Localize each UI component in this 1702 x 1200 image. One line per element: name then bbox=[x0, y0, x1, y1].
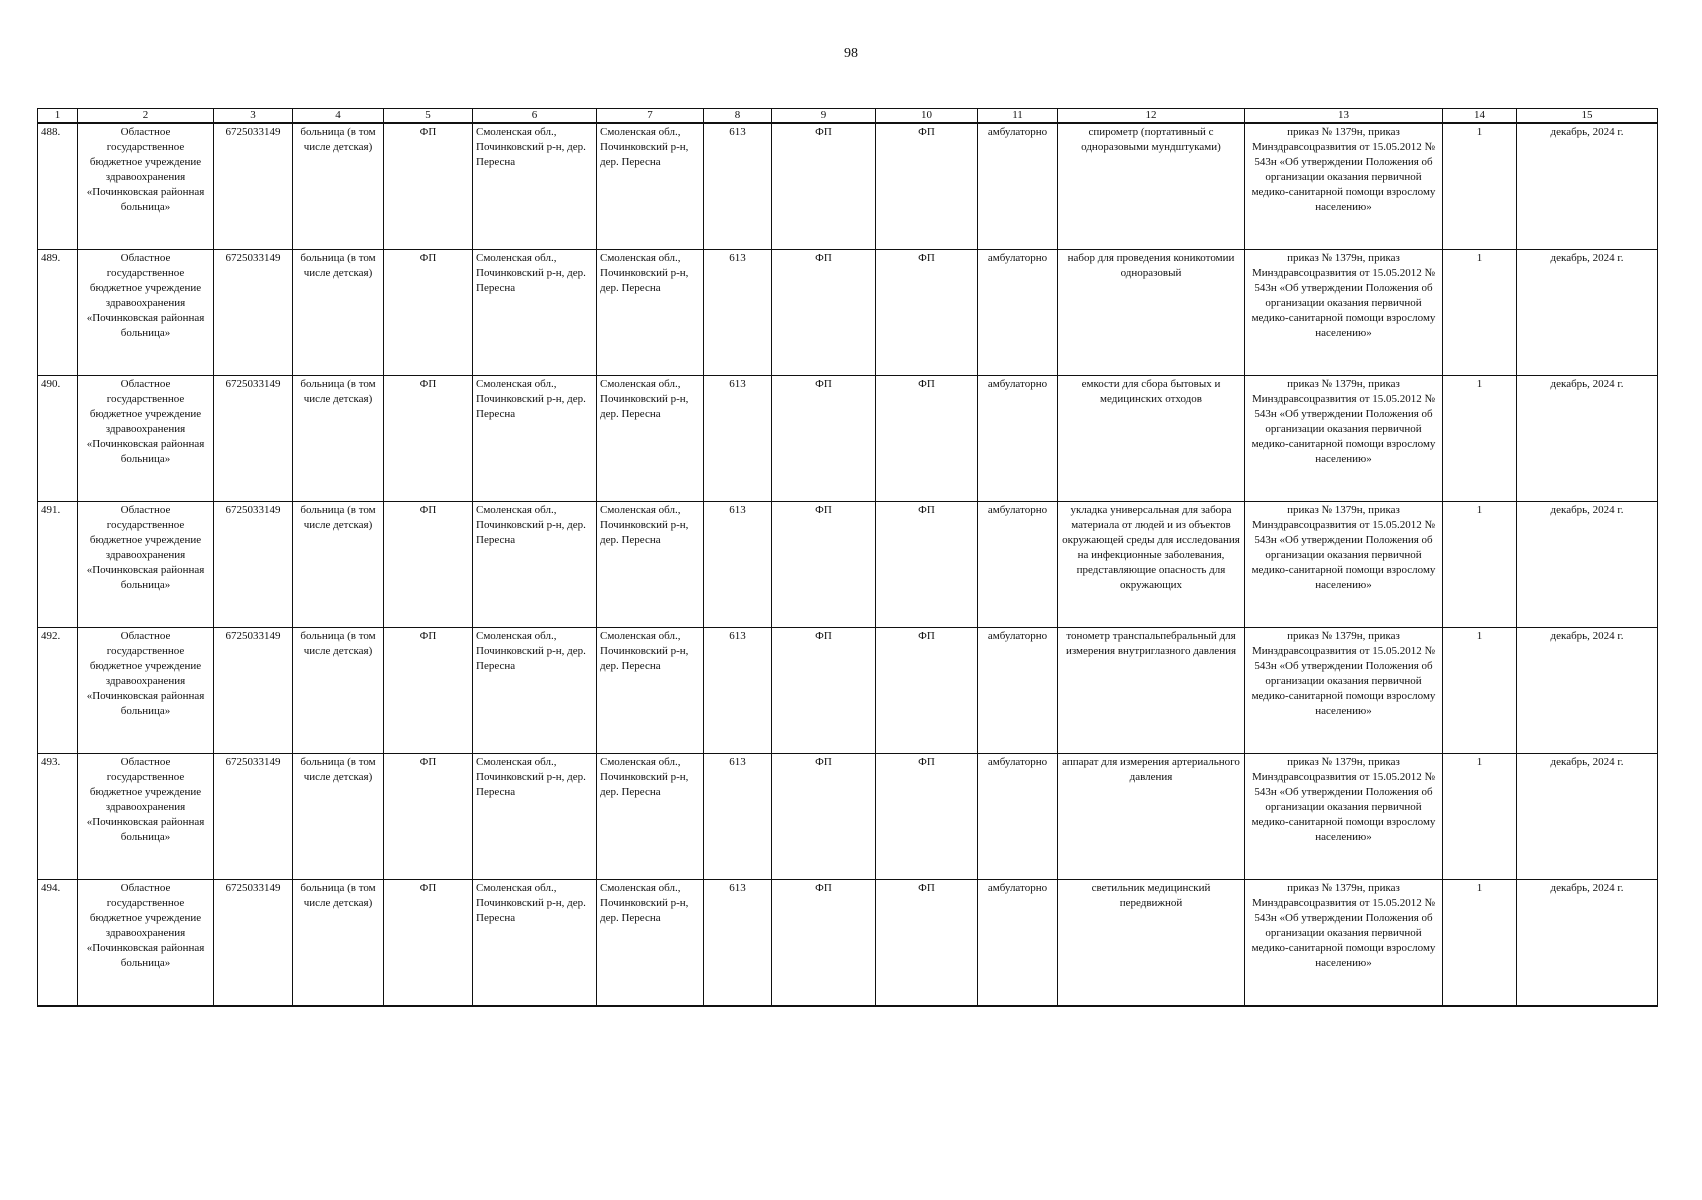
equipment-cell: аппарат для измерения артериального давления bbox=[1058, 754, 1245, 880]
address-cell: Смоленская обл., Починковский р-н, дер. Пересна bbox=[473, 376, 597, 502]
care-form-cell: амбулаторно bbox=[978, 250, 1058, 376]
column-header: 2 bbox=[78, 109, 214, 124]
unit-cell: ФП bbox=[876, 123, 978, 250]
table-row bbox=[38, 250, 1658, 376]
column-header: 12 bbox=[1058, 109, 1245, 124]
unit-cell: ФП bbox=[876, 502, 978, 628]
inn-cell: 6725033149 bbox=[214, 880, 293, 1007]
row-number: 492. bbox=[38, 628, 78, 754]
quantity-cell: 1 bbox=[1443, 250, 1517, 376]
equipment-cell: тонометр транспальпебральный для измерения внутриглазного давления bbox=[1058, 628, 1245, 754]
care-form-cell: амбулаторно bbox=[978, 123, 1058, 250]
unit-cell: ФП bbox=[384, 502, 473, 628]
unit-cell: ФП bbox=[384, 250, 473, 376]
unit-cell: ФП bbox=[384, 123, 473, 250]
column-header: 15 bbox=[1517, 109, 1658, 124]
facility-type-cell: больница (в том числе детская) bbox=[293, 376, 384, 502]
inn-cell: 6725033149 bbox=[214, 754, 293, 880]
inn-cell: 6725033149 bbox=[214, 123, 293, 250]
unit-cell: ФП bbox=[876, 880, 978, 1007]
date-cell: декабрь, 2024 г. bbox=[1517, 502, 1658, 628]
organization-cell: Областное государственное бюджетное учреждение здравоохранения «Починковская районная больница» bbox=[78, 754, 214, 880]
facility-type-cell: больница (в том числе детская) bbox=[293, 123, 384, 250]
organization-cell: Областное государственное бюджетное учреждение здравоохранения «Починковская районная больница» bbox=[78, 628, 214, 754]
organization-cell: Областное государственное бюджетное учреждение здравоохранения «Починковская районная больница» bbox=[78, 880, 214, 1007]
care-form-cell: амбулаторно bbox=[978, 376, 1058, 502]
table-row bbox=[38, 628, 1658, 754]
unit-cell: ФП bbox=[384, 754, 473, 880]
column-header: 14 bbox=[1443, 109, 1517, 124]
equipment-cell: емкости для сбора бытовых и медицинских отходов bbox=[1058, 376, 1245, 502]
unit-cell: ФП bbox=[384, 628, 473, 754]
code-cell: 613 bbox=[704, 502, 772, 628]
unit-cell: ФП bbox=[876, 628, 978, 754]
address-cell: Смоленская обл., Починковский р-н, дер. Пересна bbox=[597, 502, 704, 628]
facility-type-cell: больница (в том числе детская) bbox=[293, 880, 384, 1007]
code-cell: 613 bbox=[704, 628, 772, 754]
row-number: 489. bbox=[38, 250, 78, 376]
facility-type-cell: больница (в том числе детская) bbox=[293, 502, 384, 628]
table-row bbox=[38, 502, 1658, 628]
column-header: 8 bbox=[704, 109, 772, 124]
column-header: 9 bbox=[772, 109, 876, 124]
facility-type-cell: больница (в том числе детская) bbox=[293, 250, 384, 376]
address-cell: Смоленская обл., Починковский р-н, дер. Пересна bbox=[473, 754, 597, 880]
equipment-cell: укладка универсальная для забора материала от людей и из объектов окружающей среды для исследования на инфекционные заболевания, представляющие опасность для окружающих bbox=[1058, 502, 1245, 628]
address-cell: Смоленская обл., Починковский р-н, дер. Пересна bbox=[597, 880, 704, 1007]
column-header: 10 bbox=[876, 109, 978, 124]
unit-cell: ФП bbox=[772, 250, 876, 376]
care-form-cell: амбулаторно bbox=[978, 502, 1058, 628]
table-row bbox=[38, 754, 1658, 880]
organization-cell: Областное государственное бюджетное учреждение здравоохранения «Починковская районная больница» bbox=[78, 376, 214, 502]
page-number: 98 bbox=[844, 46, 858, 61]
facility-type-cell: больница (в том числе детская) bbox=[293, 628, 384, 754]
table-row bbox=[38, 880, 1658, 1007]
facility-type-cell: больница (в том числе детская) bbox=[293, 754, 384, 880]
order-cell: приказ № 1379н, приказ Минздравсоцразвития от 15.05.2012 № 543н «Об утверждении Положения об организации оказания первичной медико-санитарной помощи взрослому населению» bbox=[1245, 502, 1443, 628]
address-cell: Смоленская обл., Починковский р-н, дер. Пересна bbox=[473, 628, 597, 754]
unit-cell: ФП bbox=[876, 250, 978, 376]
care-form-cell: амбулаторно bbox=[978, 880, 1058, 1007]
row-number: 494. bbox=[38, 880, 78, 1007]
inn-cell: 6725033149 bbox=[214, 502, 293, 628]
quantity-cell: 1 bbox=[1443, 880, 1517, 1007]
column-header: 1 bbox=[38, 109, 78, 124]
equipment-cell: светильник медицинский передвижной bbox=[1058, 880, 1245, 1007]
date-cell: декабрь, 2024 г. bbox=[1517, 123, 1658, 250]
care-form-cell: амбулаторно bbox=[978, 628, 1058, 754]
column-header: 13 bbox=[1245, 109, 1443, 124]
quantity-cell: 1 bbox=[1443, 754, 1517, 880]
header-row bbox=[38, 109, 1658, 124]
row-number: 490. bbox=[38, 376, 78, 502]
organization-cell: Областное государственное бюджетное учреждение здравоохранения «Починковская районная больница» bbox=[78, 250, 214, 376]
quantity-cell: 1 bbox=[1443, 376, 1517, 502]
address-cell: Смоленская обл., Починковский р-н, дер. Пересна bbox=[473, 502, 597, 628]
order-cell: приказ № 1379н, приказ Минздравсоцразвития от 15.05.2012 № 543н «Об утверждении Положения об организации оказания первичной медико-санитарной помощи взрослому населению» bbox=[1245, 250, 1443, 376]
inn-cell: 6725033149 bbox=[214, 628, 293, 754]
column-header: 7 bbox=[597, 109, 704, 124]
address-cell: Смоленская обл., Починковский р-н, дер. Пересна bbox=[597, 123, 704, 250]
table-row bbox=[38, 376, 1658, 502]
address-cell: Смоленская обл., Починковский р-н, дер. Пересна bbox=[473, 123, 597, 250]
order-cell: приказ № 1379н, приказ Минздравсоцразвития от 15.05.2012 № 543н «Об утверждении Положения об организации оказания первичной медико-санитарной помощи взрослому населению» bbox=[1245, 880, 1443, 1007]
date-cell: декабрь, 2024 г. bbox=[1517, 376, 1658, 502]
code-cell: 613 bbox=[704, 376, 772, 502]
unit-cell: ФП bbox=[772, 754, 876, 880]
address-cell: Смоленская обл., Починковский р-н, дер. Пересна bbox=[597, 754, 704, 880]
care-form-cell: амбулаторно bbox=[978, 754, 1058, 880]
column-header: 4 bbox=[293, 109, 384, 124]
address-cell: Смоленская обл., Починковский р-н, дер. Пересна bbox=[597, 250, 704, 376]
row-number: 491. bbox=[38, 502, 78, 628]
column-header: 11 bbox=[978, 109, 1058, 124]
unit-cell: ФП bbox=[384, 376, 473, 502]
unit-cell: ФП bbox=[772, 880, 876, 1007]
row-number: 493. bbox=[38, 754, 78, 880]
order-cell: приказ № 1379н, приказ Минздравсоцразвития от 15.05.2012 № 543н «Об утверждении Положения об организации оказания первичной медико-санитарной помощи взрослому населению» bbox=[1245, 754, 1443, 880]
unit-cell: ФП bbox=[772, 123, 876, 250]
code-cell: 613 bbox=[704, 250, 772, 376]
date-cell: декабрь, 2024 г. bbox=[1517, 754, 1658, 880]
unit-cell: ФП bbox=[772, 502, 876, 628]
order-cell: приказ № 1379н, приказ Минздравсоцразвития от 15.05.2012 № 543н «Об утверждении Положения об организации оказания первичной медико-санитарной помощи взрослому населению» bbox=[1245, 628, 1443, 754]
organization-cell: Областное государственное бюджетное учреждение здравоохранения «Починковская районная больница» bbox=[78, 502, 214, 628]
equipment-cell: набор для проведения коникотомии одноразовый bbox=[1058, 250, 1245, 376]
equipment-cell: спирометр (портативный с одноразовыми мундштуками) bbox=[1058, 123, 1245, 250]
quantity-cell: 1 bbox=[1443, 502, 1517, 628]
organization-cell: Областное государственное бюджетное учреждение здравоохранения «Починковская районная больница» bbox=[78, 123, 214, 250]
code-cell: 613 bbox=[704, 754, 772, 880]
date-cell: декабрь, 2024 г. bbox=[1517, 628, 1658, 754]
address-cell: Смоленская обл., Починковский р-н, дер. Пересна bbox=[473, 880, 597, 1007]
unit-cell: ФП bbox=[876, 376, 978, 502]
order-cell: приказ № 1379н, приказ Минздравсоцразвития от 15.05.2012 № 543н «Об утверждении Положения об организации оказания первичной медико-санитарной помощи взрослому населению» bbox=[1245, 123, 1443, 250]
address-cell: Смоленская обл., Починковский р-н, дер. Пересна bbox=[597, 376, 704, 502]
code-cell: 613 bbox=[704, 123, 772, 250]
code-cell: 613 bbox=[704, 880, 772, 1007]
inn-cell: 6725033149 bbox=[214, 376, 293, 502]
quantity-cell: 1 bbox=[1443, 123, 1517, 250]
unit-cell: ФП bbox=[876, 754, 978, 880]
quantity-cell: 1 bbox=[1443, 628, 1517, 754]
inn-cell: 6725033149 bbox=[214, 250, 293, 376]
unit-cell: ФП bbox=[772, 376, 876, 502]
unit-cell: ФП bbox=[384, 880, 473, 1007]
order-cell: приказ № 1379н, приказ Минздравсоцразвития от 15.05.2012 № 543н «Об утверждении Положения об организации оказания первичной медико-санитарной помощи взрослому населению» bbox=[1245, 376, 1443, 502]
address-cell: Смоленская обл., Починковский р-н, дер. Пересна bbox=[597, 628, 704, 754]
column-header: 3 bbox=[214, 109, 293, 124]
row-number: 488. bbox=[38, 123, 78, 250]
date-cell: декабрь, 2024 г. bbox=[1517, 250, 1658, 376]
column-header: 6 bbox=[473, 109, 597, 124]
column-header: 5 bbox=[384, 109, 473, 124]
address-cell: Смоленская обл., Починковский р-н, дер. Пересна bbox=[473, 250, 597, 376]
unit-cell: ФП bbox=[772, 628, 876, 754]
date-cell: декабрь, 2024 г. bbox=[1517, 880, 1658, 1007]
table-row bbox=[38, 123, 1658, 250]
equipment-table bbox=[37, 108, 1658, 1007]
